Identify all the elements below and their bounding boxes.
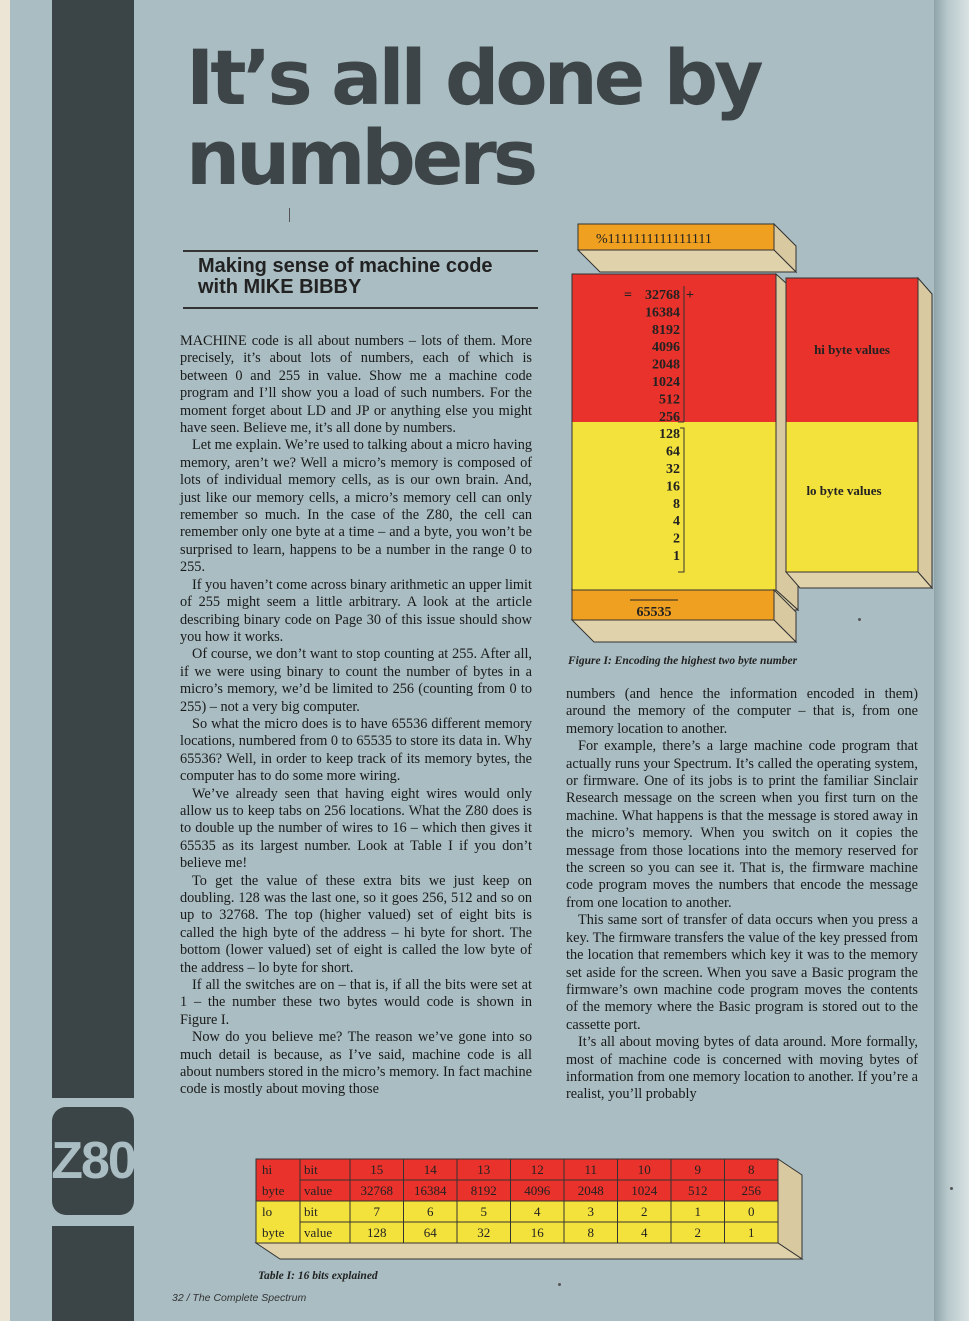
table-cell: 8192	[470, 1183, 497, 1198]
bit-value: 8	[673, 496, 680, 512]
table-cell: 8	[587, 1225, 594, 1240]
bit-value: 512	[659, 392, 680, 408]
table-cell: 4	[641, 1225, 648, 1240]
section-tab-label: Z80	[51, 1132, 135, 1190]
table-cell: 256	[741, 1183, 761, 1198]
table-cell: 2048	[577, 1183, 604, 1198]
page-edge-shadow	[934, 0, 969, 1321]
figure-1	[560, 216, 936, 656]
paragraph: So what the micro does is to have 65536 different memory locations, numbered from 0 to 65535 to store its data in. Why 65536? Well, in order to keep track of its memory bytes, the computer has to do some more wiring.	[180, 715, 532, 785]
paragraph: This same sort of transfer of data occurs when you press a key. The firmware transfers the value of the key pressed from the location that remembers which key it was to the memory set aside for the screen. When you save a Basic program the firmware’s own machine code program moves the contents of the memory where the Basic program is stored out to the cassette port.	[566, 912, 918, 1033]
table-cell: 64	[423, 1225, 437, 1240]
table-cell: 3	[587, 1204, 594, 1219]
table-cell: 15	[370, 1162, 384, 1177]
sidebar-bar-lower	[52, 1226, 134, 1321]
table-cell: 13	[477, 1162, 491, 1177]
table-cell: 5	[480, 1204, 487, 1219]
hi-bit-row-label: hi	[262, 1162, 273, 1177]
table-cell: 2	[641, 1204, 648, 1219]
bit-value: 128	[659, 427, 680, 443]
total-bar-bottom	[572, 620, 796, 642]
hi-bit-row-kind: bit	[304, 1162, 318, 1177]
bit-value: 1	[673, 549, 680, 564]
table-cell: 1	[748, 1225, 755, 1240]
table-bottom	[256, 1243, 802, 1259]
page-footer: 32 / The Complete Spectrum	[172, 1292, 307, 1304]
lo-value-row-kind: value	[304, 1225, 333, 1240]
bit-value: 256	[659, 409, 680, 425]
table-cell: 11	[584, 1162, 598, 1177]
table-cell: 512	[688, 1183, 708, 1198]
table-cell: 4	[534, 1204, 541, 1219]
table-cell: 6	[427, 1204, 434, 1219]
speck	[558, 1283, 561, 1286]
table-cell: 9	[694, 1162, 701, 1177]
paragraph: numbers (and hence the information encoded in them) around the memory of the computer – that is, from one memory location to another.	[566, 686, 918, 737]
equals-sign: =	[624, 288, 632, 303]
paragraph: If all the switches are on – that is, if all the bits were set at 1 – the number these two bytes would code is shown in Figure I.	[180, 977, 532, 1028]
paragraph: For example, there’s a large machine code program that actually runs your Spectrum. It’s called the operating system, or firmware. One of its jobs is to print the familiar Sinclair Research message on the screen when you first turn on the machine. What happens is that the message is stored away in the micro’s memory. When you switch on it copies the message from those locations into the memory reserved for the screen so you can see it. That is, the firmware machine code program moves the numbers that encode the message from one location to another.	[566, 738, 918, 911]
lo-value-row-label: byte	[262, 1225, 285, 1240]
table-cell: 10	[637, 1162, 651, 1177]
hi-value-row-label: byte	[262, 1183, 285, 1198]
lo-bit-row-label: lo	[262, 1204, 273, 1219]
page-gutter	[0, 0, 10, 1321]
paragraph: Of course, we don’t want to stop counting at 255. After all, if we were using binary to count the number of bytes in a micro’s memory, we’d be limited to 256 (counting from 0 to 255) – not a very big computer.	[180, 646, 532, 715]
bit-value: 1024	[652, 375, 680, 390]
body-column-left	[180, 333, 532, 1099]
table-cell: 32	[477, 1225, 491, 1240]
bit-value: 16	[666, 479, 680, 495]
bit-value: 16384	[645, 305, 680, 321]
figure-caption: Figure I: Encoding the highest two byte number	[568, 655, 798, 667]
total-bar	[572, 590, 774, 620]
binary-text: %1111111111111111	[596, 232, 712, 247]
section-tab	[52, 1107, 134, 1215]
hi-byte-label: hi byte values	[814, 342, 890, 357]
article-title	[186, 33, 826, 202]
table-cell: 1	[694, 1204, 701, 1219]
bit-value: 4	[673, 514, 680, 530]
table-cell: 16384	[414, 1183, 447, 1198]
paragraph: It’s all about moving bytes of data around. More formally, most of machine code is concerned with moving bytes of information from one memory location to another. If you’re a realist, you’ll probably	[566, 1034, 918, 1103]
table-cell: 7	[373, 1204, 380, 1219]
subhead-rule-top	[183, 250, 538, 252]
bit-value: 2	[673, 531, 680, 547]
paragraph: We’ve already seen that having eight wires would only allow us to keep tabs on 256 locations. What the Z80 does is to double up the number of wires to 16 – which then gives it 65535 as its largest number. Look at Table I if you don’t believe me!	[180, 785, 532, 872]
table-cell: 8	[748, 1162, 755, 1177]
bit-value: 64	[666, 444, 680, 460]
table-cell: 16	[530, 1225, 544, 1240]
subhead-line-1: Making sense of machine code	[198, 255, 493, 277]
sidebar-bar	[52, 0, 134, 1098]
lo-bit-row-kind: bit	[304, 1204, 318, 1219]
table-cell: 128	[367, 1225, 387, 1240]
table-cell: 32768	[360, 1183, 393, 1198]
binary-bar-bottom	[578, 250, 796, 272]
speck	[858, 618, 861, 621]
table-cell: 2	[694, 1225, 701, 1240]
table-cell: 1024	[631, 1183, 658, 1198]
byte-block-bottom	[786, 572, 932, 588]
title-line-1: It’s all done by	[186, 33, 760, 122]
plus-sign: +	[686, 288, 694, 303]
bit-value: 2048	[652, 357, 680, 373]
subhead-rule-bottom	[183, 307, 538, 309]
paragraph: If you haven’t come across binary arithmetic an upper limit of 255 might seem a little arbitrary. A look at the article describing binary code on Page 30 of this issue should show you how it works.	[180, 576, 532, 645]
subhead-line-2: with MIKE BIBBY	[198, 276, 362, 298]
bit-value: 32	[666, 462, 680, 477]
table-cell: 0	[748, 1204, 755, 1219]
bit-value: 32768	[645, 288, 680, 303]
body-column-right	[566, 686, 918, 1104]
hi-value-row-kind: value	[304, 1183, 333, 1198]
lo-byte-label: lo byte values	[806, 483, 882, 498]
total-value: 65535	[636, 605, 672, 620]
byte-block-side	[918, 278, 932, 588]
table-caption: Table I: 16 bits explained	[258, 1270, 378, 1282]
paragraph: Let me explain. We’re used to talking about a micro having memory, aren’t we? Well a micro’s memory is composed of lots of individual memory cells, as is our own brain. And, just like our memory cells, a micro’s memory cell can only remember so much. In the case of the Z80, the cell can remember only one byte at a time – and a byte, you won’t be surprised to learn, happens to be a number in the range 0 to 255.	[180, 437, 532, 576]
paragraph: To get the value of these extra bits we just keep on doubling. 128 was the last one, so it goes 256, 512 and so on up to 32768. The top (higher valued) set of eight bits is called the high byte of the address – hi byte for short. The bottom (lower valued) set of eight is called the low byte of the address – lo byte for short.	[180, 872, 532, 976]
bit-value: 8192	[652, 322, 680, 338]
decorative-tick	[289, 208, 290, 222]
title-line-2: numbers	[186, 113, 535, 202]
article-subhead	[198, 256, 538, 298]
table-cell: 12	[530, 1162, 544, 1177]
speck	[950, 1187, 953, 1190]
table-cell: 14	[423, 1162, 437, 1177]
table-1	[252, 1155, 812, 1265]
table-side	[778, 1159, 802, 1259]
paragraph: MACHINE code is all about numbers – lots of them. More precisely, it’s about lots of numbers, each of which is between 0 and 255 in value. Show me a machine code program and I’ll show you a load of such numbers. For the moment forget about LD and JP or anything else you might have seen. Believe me, it’s all done by numbers.	[180, 333, 532, 437]
paragraph: Now do you believe me? The reason we’ve gone into so much detail is because, as I’ve said, machine code is all about numbers stored in the micro’s memory. In fact machine code is mostly about moving those	[180, 1029, 532, 1098]
table-cell: 4096	[524, 1183, 551, 1198]
bit-value: 4096	[652, 340, 680, 356]
